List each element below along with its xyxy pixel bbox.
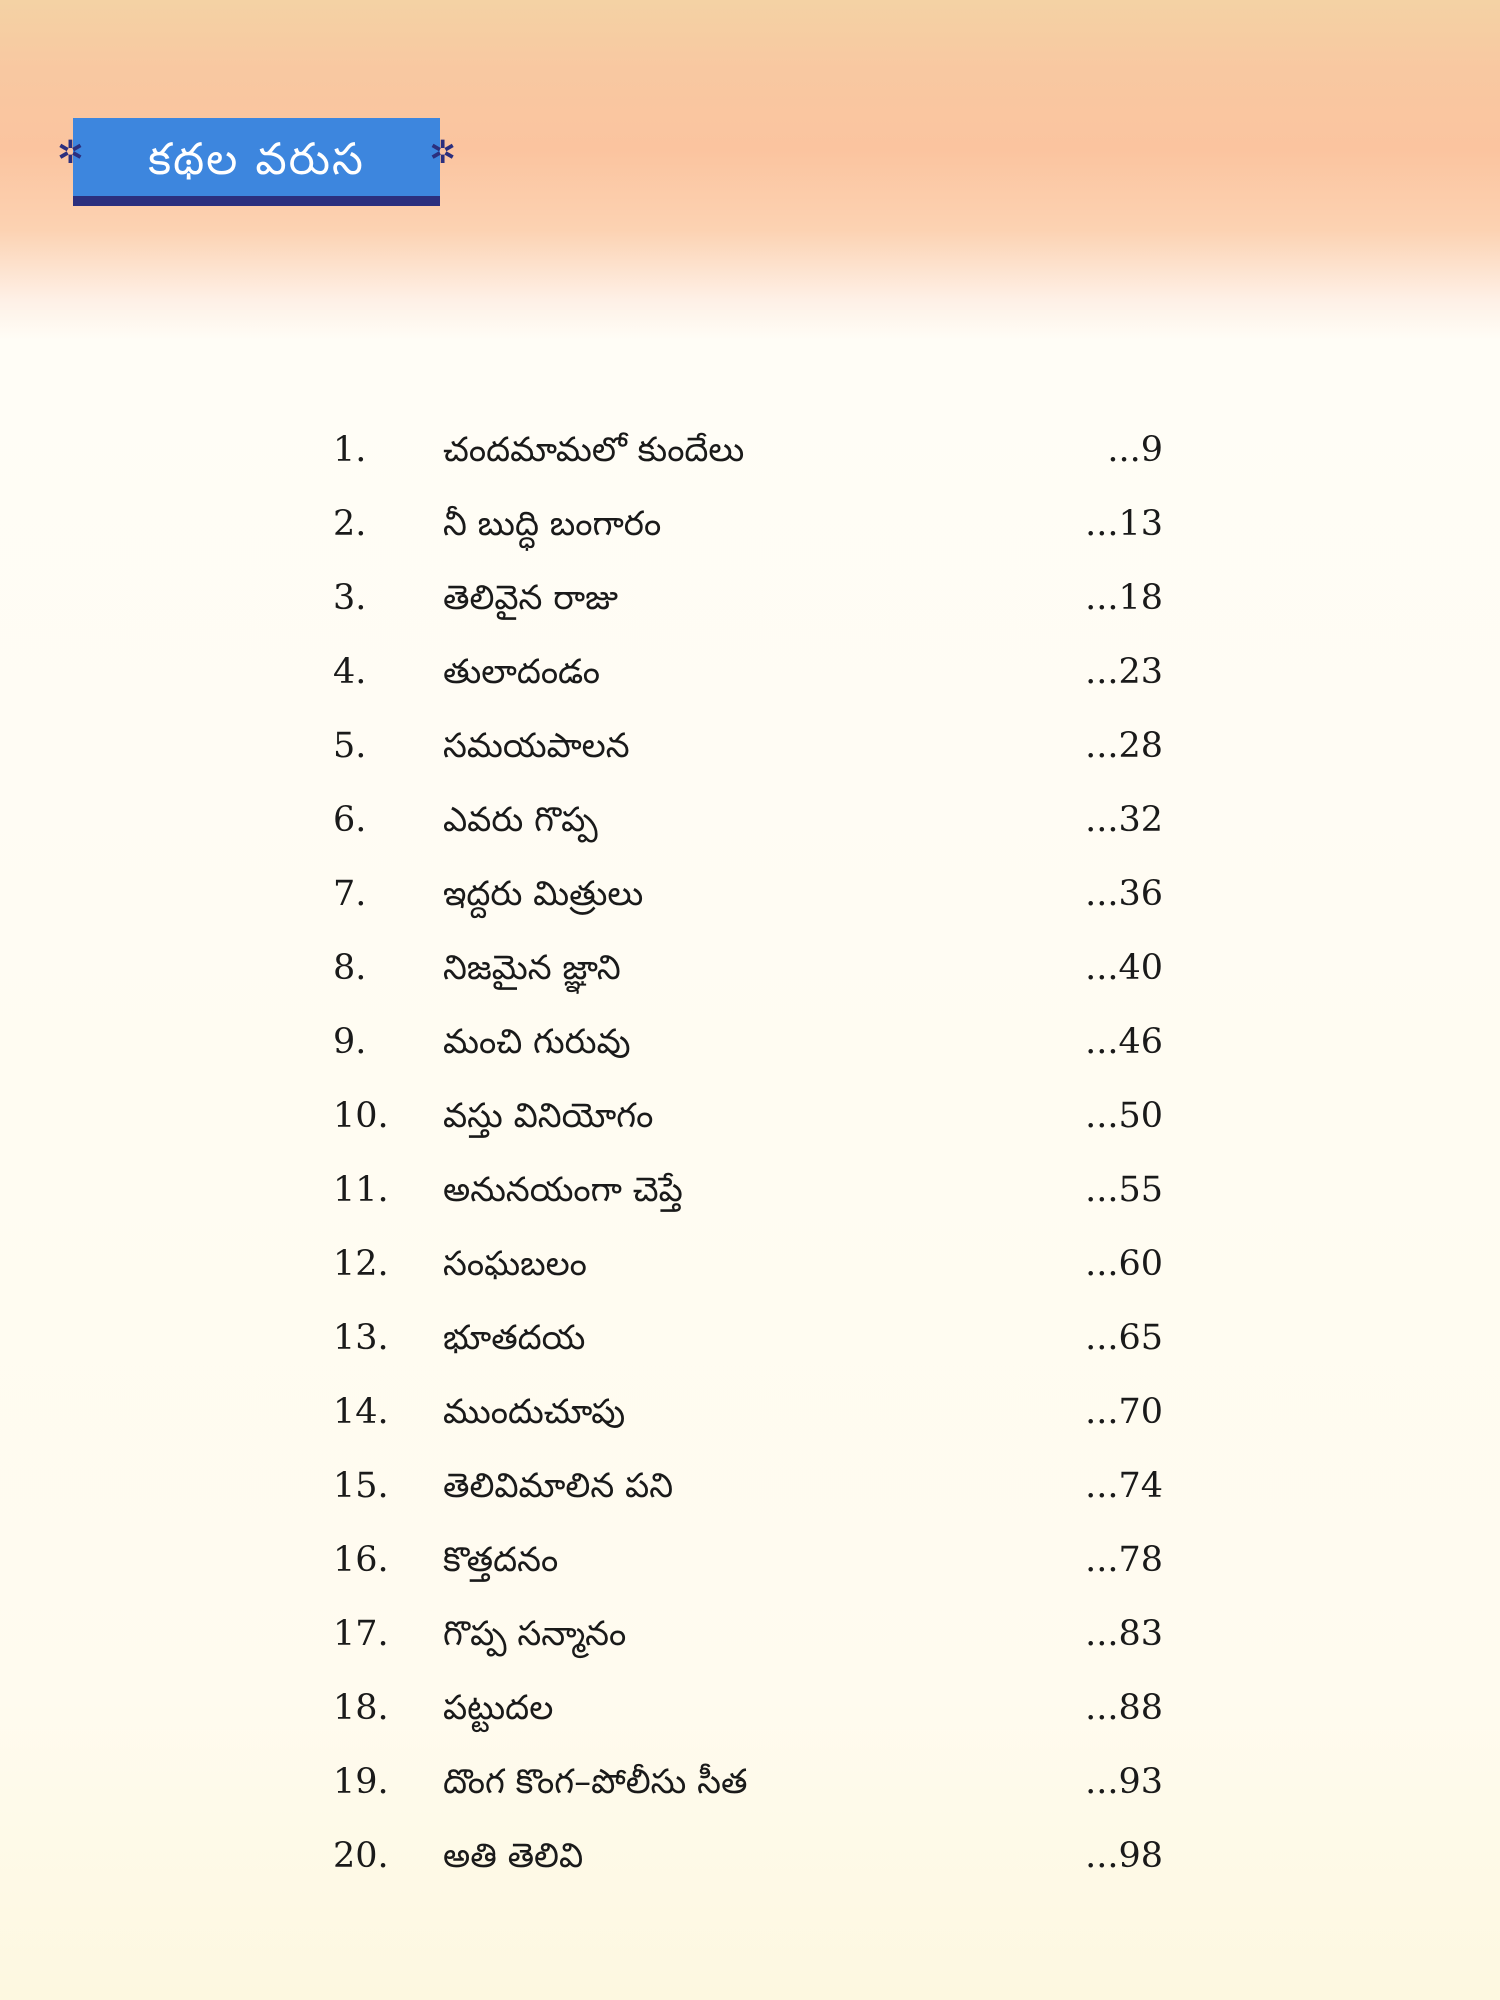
toc-entry-page: ...50 — [1085, 1096, 1163, 1136]
toc-entry-page: ...46 — [1085, 1022, 1163, 1062]
toc-entry — [333, 568, 1163, 642]
toc-entry-page: ...98 — [1085, 1836, 1163, 1876]
toc-entry — [333, 642, 1163, 716]
toc-entry-page: ...28 — [1085, 726, 1163, 766]
toc-entry-title: సంఘబలం — [443, 1244, 587, 1284]
toc-entry-title: తులాదండం — [443, 652, 600, 692]
toc-entry-page: ...40 — [1085, 948, 1163, 988]
toc-entry-number: 17. — [333, 1614, 389, 1654]
toc-entry — [333, 1456, 1163, 1530]
toc-entry-number: 5. — [333, 726, 367, 766]
toc-entry-number: 12. — [333, 1244, 389, 1284]
toc-entry — [333, 716, 1163, 790]
toc-entry-number: 11. — [333, 1170, 389, 1210]
toc-entry-title: కొత్తదనం — [443, 1540, 559, 1580]
toc-entry-title: సమయపాలన — [443, 726, 630, 766]
toc-entry-number: 15. — [333, 1466, 389, 1506]
toc-entry-page: ...78 — [1085, 1540, 1163, 1580]
toc-entry — [333, 938, 1163, 1012]
toc-entry-title: అతి తెలివి — [443, 1836, 584, 1876]
toc-entry-page: ...9 — [1107, 430, 1163, 470]
toc-entry — [333, 1678, 1163, 1752]
toc-entry — [333, 1086, 1163, 1160]
toc-entry-page: ...88 — [1085, 1688, 1163, 1728]
toc-entry — [333, 790, 1163, 864]
page-title: కథల వరుస — [148, 134, 365, 185]
toc-entry — [333, 420, 1163, 494]
toc-entry-title: గొప్ప సన్మానం — [443, 1614, 627, 1654]
toc-entry-number: 16. — [333, 1540, 389, 1580]
toc-entry-page: ...18 — [1085, 578, 1163, 618]
toc-entry-title: పట్టుదల — [443, 1688, 554, 1728]
toc-entry-number: 7. — [333, 874, 367, 914]
toc-entry-title: చందమామలో కుందేలు — [443, 430, 745, 470]
star-ornament-icon: ✲ — [57, 133, 84, 171]
toc-entry-title: ఇద్దరు మిత్రులు — [443, 874, 644, 914]
toc-entry-page: ...65 — [1085, 1318, 1163, 1358]
toc-entry-number: 6. — [333, 800, 367, 840]
toc-entry-number: 13. — [333, 1318, 389, 1358]
table-of-contents — [333, 420, 1163, 1900]
toc-entry — [333, 1308, 1163, 1382]
toc-entry-number: 2. — [333, 504, 367, 544]
toc-entry-page: ...83 — [1085, 1614, 1163, 1654]
toc-entry — [333, 1234, 1163, 1308]
toc-entry — [333, 1382, 1163, 1456]
toc-entry-number: 10. — [333, 1096, 389, 1136]
toc-entry-number: 19. — [333, 1762, 389, 1802]
toc-entry — [333, 1826, 1163, 1900]
toc-entry-title: తెలివిమాలిన పని — [443, 1466, 674, 1506]
toc-entry-title: నీ బుద్ధి బంగారం — [443, 504, 662, 544]
toc-entry-page: ...70 — [1085, 1392, 1163, 1432]
toc-entry — [333, 1012, 1163, 1086]
toc-entry-page: ...23 — [1085, 652, 1163, 692]
toc-entry — [333, 1530, 1163, 1604]
toc-entry-title: ముందుచూపు — [443, 1392, 626, 1432]
toc-entry-number: 1. — [333, 430, 367, 470]
star-ornament-icon: ✲ — [429, 133, 456, 171]
toc-entry-title: తెలివైన రాజు — [443, 578, 618, 618]
toc-entry-number: 18. — [333, 1688, 389, 1728]
toc-entry-title: వస్తు వినియోగం — [443, 1096, 654, 1136]
toc-entry-number: 3. — [333, 578, 367, 618]
toc-entry-title: భూతదయ — [443, 1318, 586, 1358]
toc-entry-number: 9. — [333, 1022, 367, 1062]
toc-entry-number: 14. — [333, 1392, 389, 1432]
toc-entry-number: 8. — [333, 948, 367, 988]
toc-entry-title: నిజమైన జ్ఞాని — [443, 948, 621, 988]
toc-entry — [333, 1160, 1163, 1234]
toc-entry-page: ...13 — [1085, 504, 1163, 544]
toc-entry — [333, 1604, 1163, 1678]
toc-entry-page: ...93 — [1085, 1762, 1163, 1802]
toc-entry-page: ...32 — [1085, 800, 1163, 840]
toc-entry-title: మంచి గురువు — [443, 1022, 631, 1062]
toc-entry — [333, 494, 1163, 568]
toc-entry-title: దొంగ కొంగ–పోలీసు సీత — [443, 1762, 748, 1802]
section-title-banner — [57, 118, 456, 206]
toc-entry-title: అనునయంగా చెప్తే — [443, 1170, 683, 1210]
toc-entry-page: ...74 — [1085, 1466, 1163, 1506]
toc-entry-page: ...60 — [1085, 1244, 1163, 1284]
toc-entry-number: 4. — [333, 652, 367, 692]
toc-entry-page: ...36 — [1085, 874, 1163, 914]
toc-entry — [333, 864, 1163, 938]
toc-entry — [333, 1752, 1163, 1826]
toc-entry-title: ఎవరు గొప్ప — [443, 800, 598, 840]
toc-entry-number: 20. — [333, 1836, 389, 1876]
toc-entry-page: ...55 — [1085, 1170, 1163, 1210]
